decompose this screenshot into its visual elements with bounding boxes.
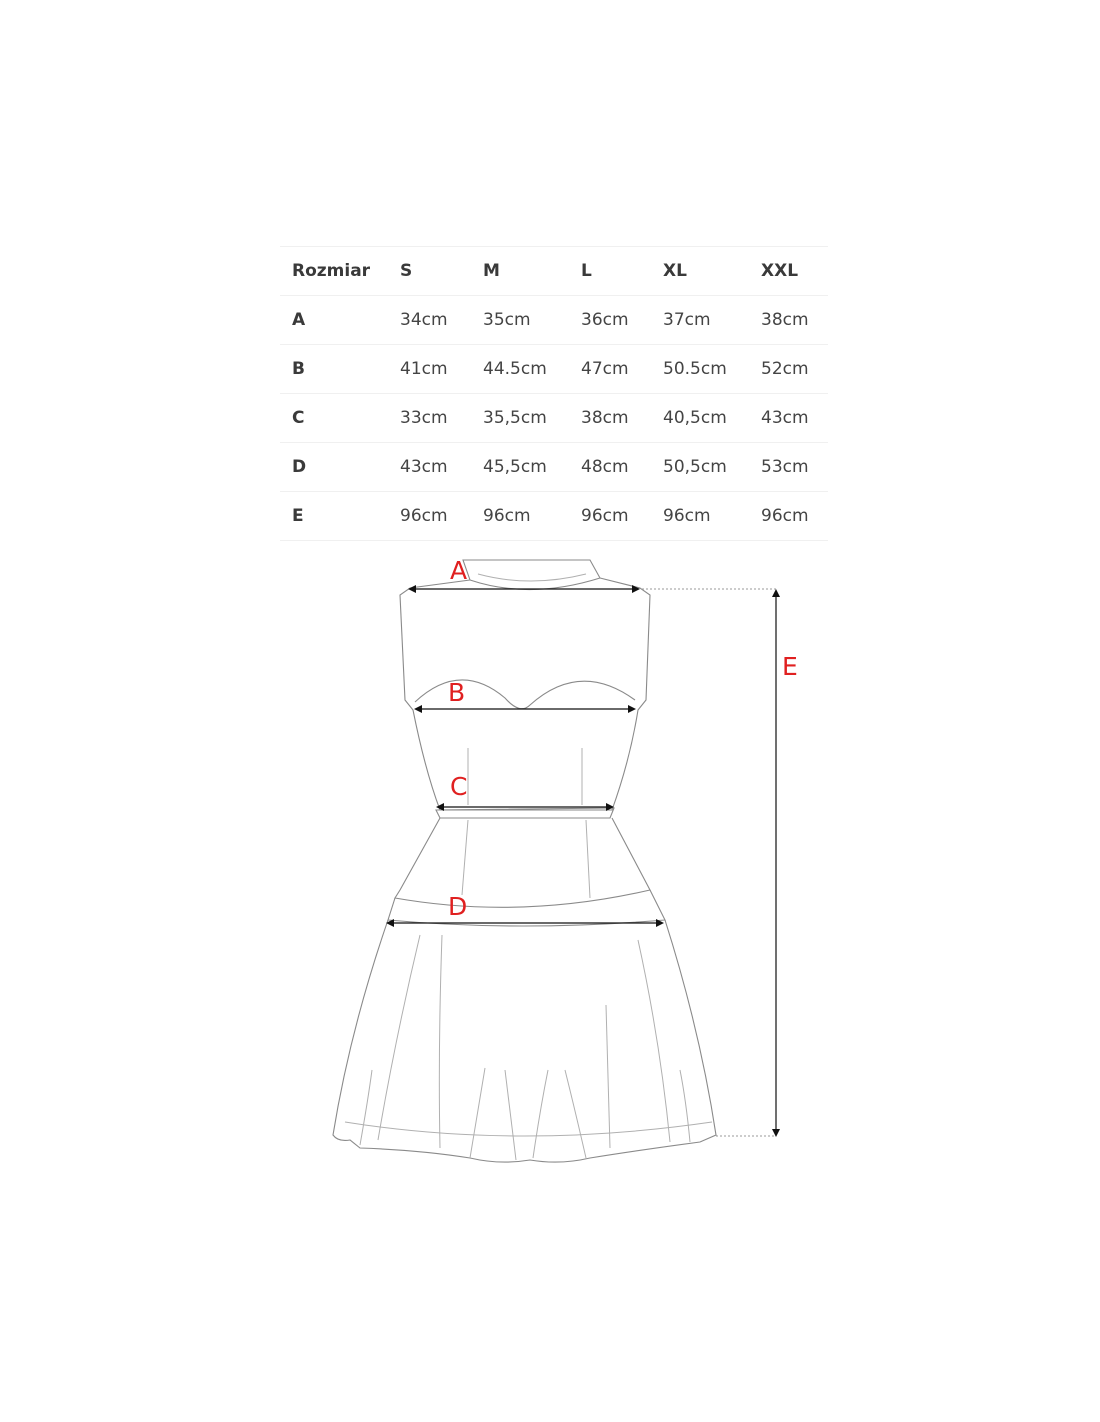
table-cell: 43cm: [400, 443, 483, 492]
table-cell: 37cm: [663, 296, 761, 345]
table-cell: 35cm: [483, 296, 581, 345]
table-cell: 52cm: [761, 345, 828, 394]
table-cell: 41cm: [400, 345, 483, 394]
dress-midriff-seam-right: [586, 820, 590, 898]
header-size-l: L: [581, 247, 663, 296]
dress-skirt-fold: [533, 1070, 548, 1158]
dress-skirt-fold: [606, 1005, 610, 1148]
table-cell: 47cm: [581, 345, 663, 394]
table-cell: 48cm: [581, 443, 663, 492]
row-label: B: [280, 345, 400, 394]
marker-e: E: [782, 652, 798, 681]
table-cell: 96cm: [663, 492, 761, 541]
row-label: C: [280, 394, 400, 443]
table-cell: 36cm: [581, 296, 663, 345]
dress-midriff-seam-left: [462, 820, 468, 895]
dress-skirt: [333, 920, 716, 1162]
header-size-xl: XL: [663, 247, 761, 296]
dress-skirt-fold: [378, 935, 420, 1140]
arrow-head: [628, 705, 636, 713]
table-cell: 96cm: [483, 492, 581, 541]
table-cell: 50.5cm: [663, 345, 761, 394]
table-cell: 96cm: [581, 492, 663, 541]
dress-midriff: [395, 818, 650, 907]
table-cell: 44.5cm: [483, 345, 581, 394]
dress-bodice: [400, 578, 650, 810]
table-cell: 38cm: [581, 394, 663, 443]
table-cell: 96cm: [761, 492, 828, 541]
header-size-xxl: XXL: [761, 247, 828, 296]
dress-skirt-fold: [439, 935, 442, 1148]
arrow-head: [414, 705, 422, 713]
arrow-head: [632, 585, 640, 593]
dress-skirt-fold: [505, 1070, 516, 1160]
table-cell: 45,5cm: [483, 443, 581, 492]
dress-skirt-fold: [680, 1070, 690, 1142]
table-cell: 40,5cm: [663, 394, 761, 443]
dress-skirt-fold: [638, 940, 670, 1142]
marker-d: D: [448, 892, 468, 921]
row-label: E: [280, 492, 400, 541]
marker-a: A: [450, 556, 468, 585]
table-cell: 34cm: [400, 296, 483, 345]
arrow-head: [408, 585, 416, 593]
marker-b: B: [448, 678, 466, 707]
header-size-m: M: [483, 247, 581, 296]
table-cell: 53cm: [761, 443, 828, 492]
dress-skirt-fold: [470, 1068, 485, 1158]
arrow-head: [772, 589, 780, 597]
dress-hem: [345, 1122, 712, 1136]
marker-c: C: [450, 772, 468, 801]
table-cell: 38cm: [761, 296, 828, 345]
row-label: A: [280, 296, 400, 345]
measurement-lines: [386, 585, 780, 1137]
dress-skirt-fold: [360, 1070, 372, 1145]
dress-outline: [333, 560, 716, 1162]
table-cell: 96cm: [400, 492, 483, 541]
table-cell: 43cm: [761, 394, 828, 443]
row-label: D: [280, 443, 400, 492]
table-cell: 35,5cm: [483, 394, 581, 443]
table-cell: 50,5cm: [663, 443, 761, 492]
dress-skirt-fold: [565, 1070, 586, 1158]
measurement-markers: [448, 556, 798, 921]
header-size-s: S: [400, 247, 483, 296]
header-rozmiar: Rozmiar: [280, 247, 400, 296]
dress-collar: [463, 560, 600, 590]
dress-collar-inner: [478, 574, 586, 581]
table-cell: 33cm: [400, 394, 483, 443]
